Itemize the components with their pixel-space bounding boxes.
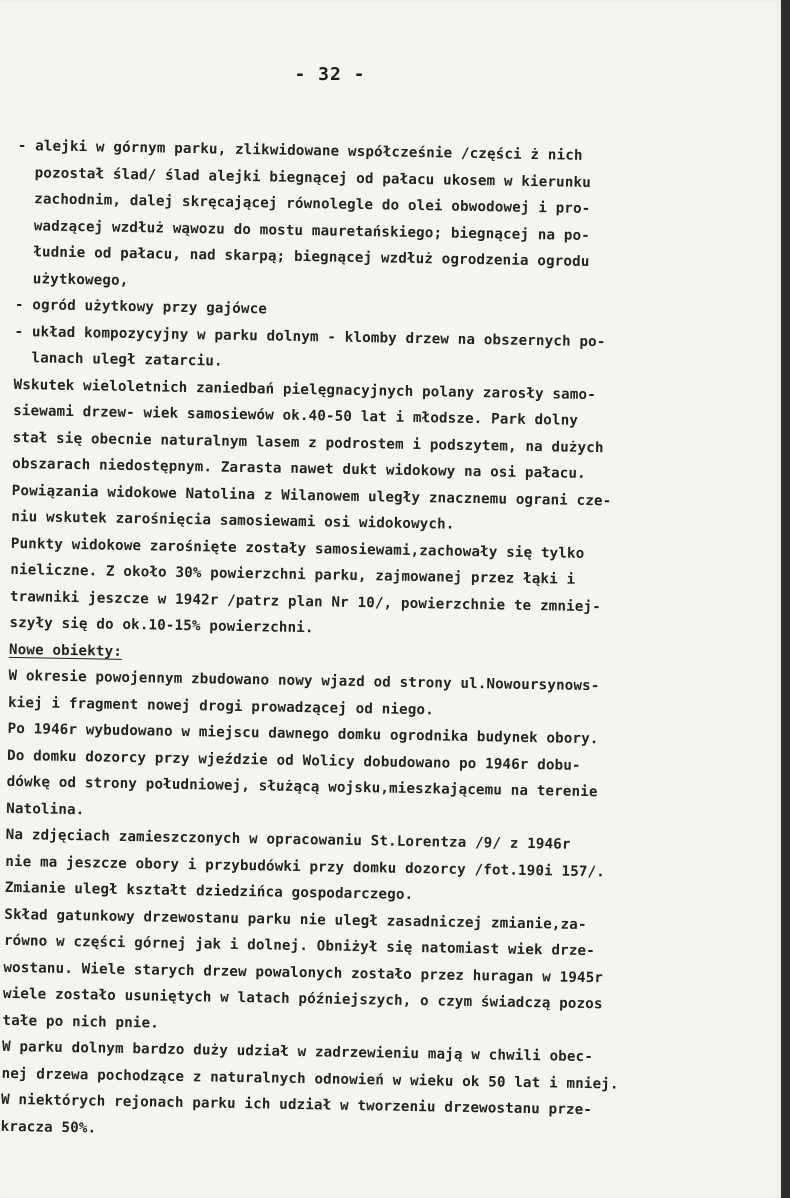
text-line: W niektórych rejonach parku ich udział w tworzeniu drzewostanu prze-	[0, 1091, 593, 1119]
text-line: kracza 50%.	[0, 1118, 97, 1137]
text-line: nie ma jeszcze obory i przybudówki przy domku dozorcy /fot.190i 157/.	[5, 853, 606, 880]
text-line: pozostał ślad/ ślad alejki biegnącej od pałacu ukosem w kierunku	[17, 164, 592, 191]
text-line: łudnie od pałacu, nad skarpą; biegnącej wzdłuż ogrodzenia ogrodu	[15, 243, 590, 270]
text-line: stał się obecnie naturalnym lasem z podrostem i podszytem, na dużych	[12, 429, 604, 456]
text-line: - ogród użytkowy przy gajówce	[14, 296, 268, 318]
body-text	[0, 133, 777, 1153]
text-line: trawniki jeszcze w 1942r /patrz plan Nr 10/, powierzchnie te zmniej-	[9, 588, 601, 615]
text-line: szyły się do ok.10-15% powierzchni.	[9, 614, 314, 637]
section-heading: Nowe obiekty:	[8, 641, 123, 660]
text-line: Do domku dozorcy przy wjeździe od Wolicy dobudowano po 1946r dobu-	[6, 747, 581, 774]
text-line: Zmianie uległ kształt dziedzińca gospodarczego.	[4, 879, 414, 904]
text-line: Skład gatunkowy drzewostanu parku nie uległ zasadniczej zmianie,za-	[4, 906, 587, 933]
text-line: W okresie powojennym zbudowano nowy wjazd od strony ul.Nowoursynows-	[8, 667, 600, 695]
text-line: użytkowego,	[15, 270, 129, 289]
text-line: niu wskutek zarośnięcia samosiewami osi widokowych.	[11, 508, 455, 533]
text-line: wadzącej wzdłuż wąwozu do mostu mauretańskiego; biegnącej na po-	[16, 217, 591, 244]
text-line: Natolina.	[6, 800, 85, 818]
text-line: Wskutek wieloletnich zaniedbań pielęgnacyjnych polany zarosły samo-	[13, 376, 597, 403]
text-line: dówkę od strony południowej, służącą wojsku,mieszkającemu na terenie	[6, 773, 598, 801]
text-line: równo w części górnej jak i dolnej. Obniżył się natomiast wiek drze-	[3, 932, 595, 960]
text-line: lanach uległ zatarciu.	[13, 349, 223, 370]
page-number: - 32 -	[294, 64, 366, 85]
scan-edge	[781, 0, 790, 1198]
text-line: siewami drzew- wiek samosiewów ok.40-50 lat i młodsze. Park dolny	[13, 402, 579, 429]
text-line: wostanu. Wiele starych drzew powalonych zostało przez huragan w 1945r	[3, 959, 604, 986]
text-line: Punkty widokowe zarośnięte zostały samosiewami,zachowały się tylko	[10, 535, 585, 562]
text-line: zachodnim, dalej skręcającej równolegle do olei obwodowej i pro-	[16, 190, 591, 218]
text-line: kiej i fragment nowej drogi prowadzącej od niego.	[7, 694, 435, 718]
text-line: Powiązania widokowe Natolina z Wilanowem uległy znacznemu ograni cze-	[11, 482, 612, 509]
text-line: nej drzewa pochodzące z naturalnych odnowień w wieku ok 50 lat i mniej.	[1, 1065, 619, 1093]
text-line: Na zdjęciach zamieszczonych w opracowaniu St.Lorentza /9/ z 1946r	[5, 826, 571, 853]
text-line: obszarach niedostępnym. Zarasta nawet dukt widokowy na osi pałacu.	[12, 455, 586, 482]
text-line: - układ kompozycyjny w parku dolnym - klomby drzew na obszernych po-	[14, 323, 606, 350]
text-line: Po 1946r wybudowano w miejscu dawnego domku ogrodnika budynek obory.	[7, 720, 599, 748]
text-line: wiele zostało usuniętych w latach późniejszych, o czym świadczą pozos	[2, 985, 603, 1013]
text-line: - alejki w górnym parku, zlikwidowane współcześnie /części ż nich	[17, 137, 583, 164]
text-line: nieliczne. Z około 30% powierzchni parku, zajmowanej przez łąki i	[10, 561, 576, 588]
text-line: W parku dolnym bardzo duży udział w zadrzewieniu mają w chwili obec-	[1, 1038, 594, 1066]
text-line: tałe po nich pnie.	[2, 1012, 160, 1032]
